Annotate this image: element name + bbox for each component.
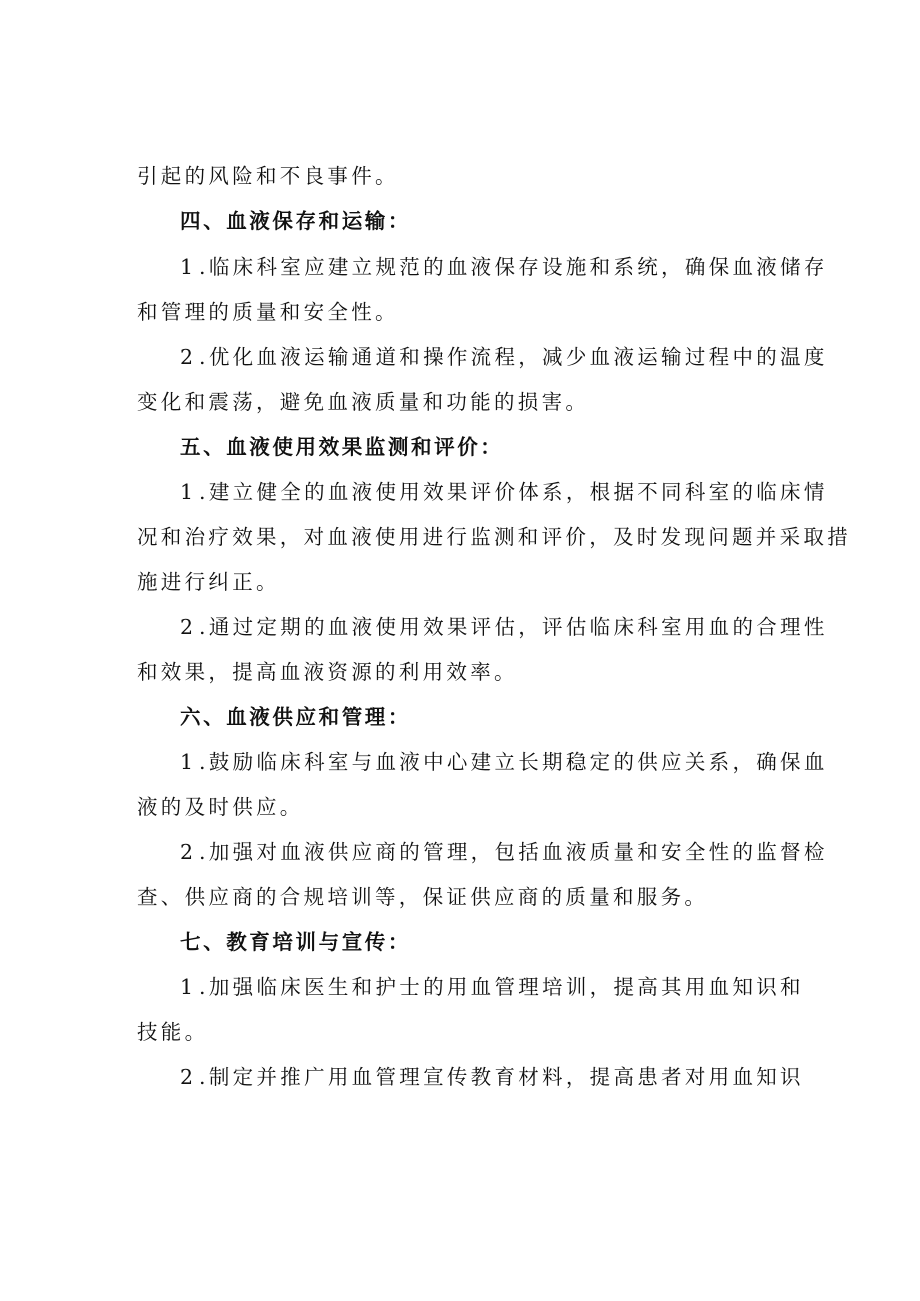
item-text: .加强临床医生和护士的用血管理培训，提高其用血知识和 [199,975,804,999]
list-item-text: 况和治疗效果，对血液使用进行监测和评价，及时发现问题并采取措 [137,525,851,549]
item-text: .鼓励临床科室与血液中心建立长期稳定的供应关系，确保血 [199,750,828,774]
item-text: .临床科室应建立规范的血液保存设施和系统，确保血液储存 [199,255,828,279]
list-item-text: 施进行纠正。 [137,570,280,594]
item-number: 1 [180,975,200,999]
list-item-text: 和效果，提高血液资源的利用效率。 [137,660,518,684]
item-text: .优化血液运输通道和操作流程，减少血液运输过程中的温度 [199,345,828,369]
list-item-4-1 [180,253,828,281]
section-heading-6: 六、血液供应和管理： [180,705,411,729]
item-number: 2 [180,345,200,369]
section-heading-4: 四、血液保存和运输： [180,209,411,233]
list-item-5-2 [180,613,828,641]
list-item-6-2 [180,838,828,866]
item-text: .加强对血液供应商的管理，包括血液质量和安全性的监督检 [199,840,828,864]
item-number: 1 [180,255,200,279]
list-item-7-1 [180,973,804,1001]
item-number: 2 [180,1065,200,1089]
section-heading-7: 七、教育培训与宣传： [180,930,411,954]
item-text: .建立健全的血液使用效果评价体系，根据不同科室的临床情 [199,480,828,504]
list-item-text: 和管理的质量和安全性。 [137,300,399,324]
list-item-text: 变化和震荡，避免血液质量和功能的损害。 [137,390,590,414]
item-number: 1 [180,750,200,774]
list-item-7-2 [180,1063,804,1091]
item-number: 2 [180,840,200,864]
list-item-text: 查、供应商的合规培训等，保证供应商的质量和服务。 [137,885,709,909]
item-number: 1 [180,480,200,504]
list-item-text: 液的及时供应。 [137,795,304,819]
item-text: .通过定期的血液使用效果评估，评估临床科室用血的合理性 [199,615,828,639]
section-heading-5: 五、血液使用效果监测和评价： [180,435,504,459]
item-number: 2 [180,615,200,639]
list-item-text: 技能。 [137,1020,209,1044]
list-item-4-2 [180,343,828,371]
paragraph-continuation: 引起的风险和不良事件。 [137,164,399,188]
list-item-6-1 [180,748,828,776]
item-text: .制定并推广用血管理宣传教育材料，提高患者对用血知识 [199,1065,804,1089]
list-item-5-1 [180,478,828,506]
